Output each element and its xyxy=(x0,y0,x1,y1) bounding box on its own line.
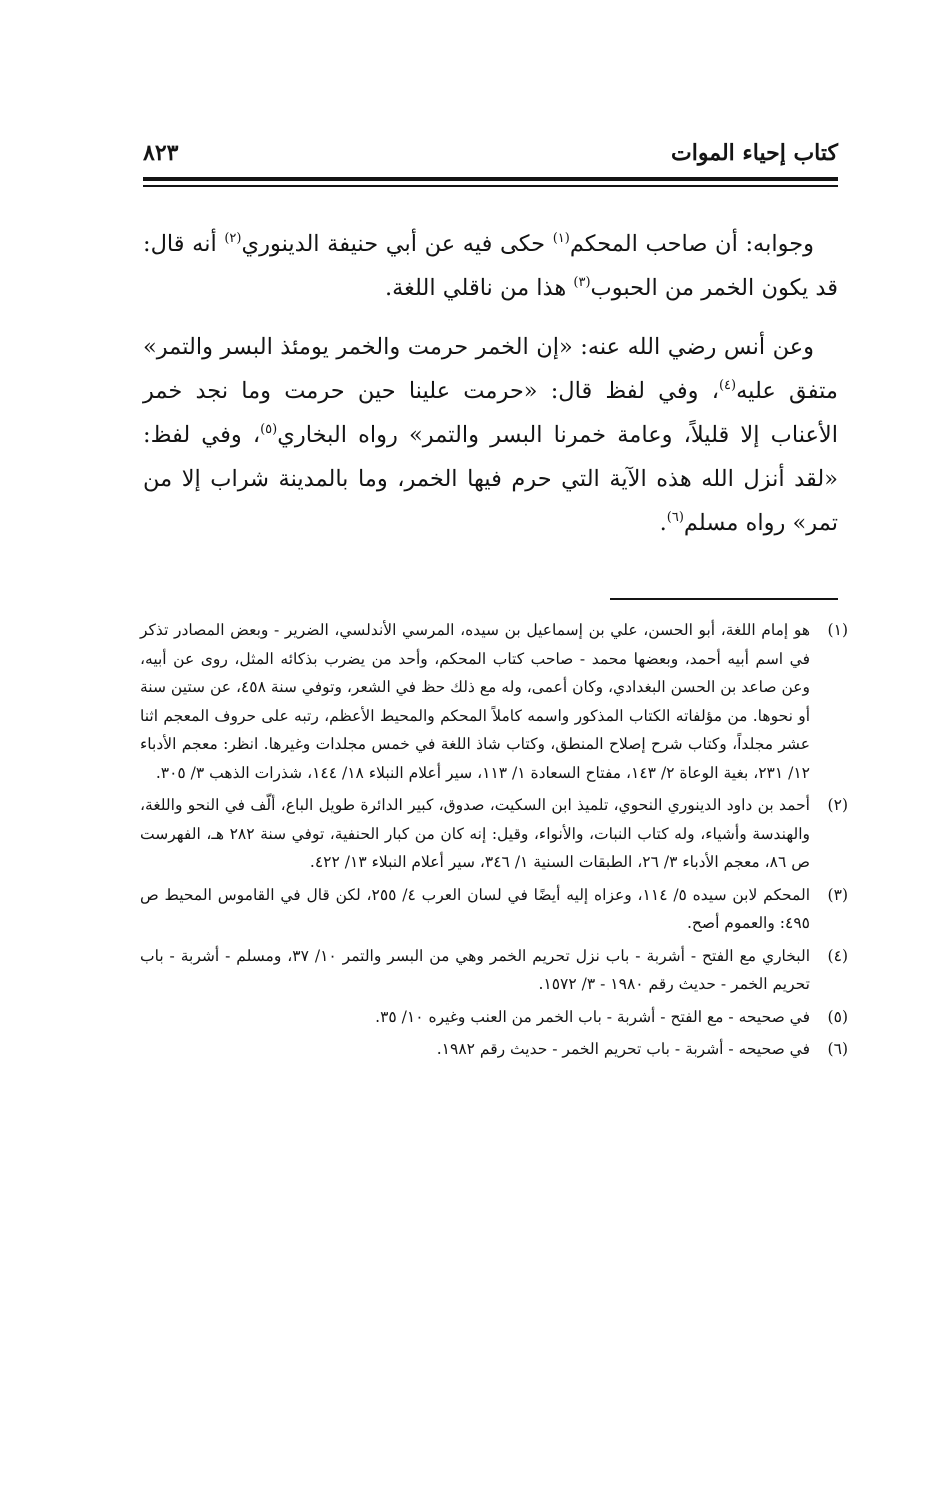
footnote-6 xyxy=(140,1035,848,1064)
paragraph-2-text-1: وعن أنس رضي الله عنه: «إن الخمر حرمت والخمر يومئذ البسر والتمر» متفق عليه xyxy=(143,334,838,404)
footnote-separator xyxy=(610,598,838,600)
footnotes xyxy=(140,616,848,1068)
footnote-number: (٢) xyxy=(827,796,848,814)
running-header xyxy=(143,140,838,176)
footnote-text: المحكم لابن سيده ٥/ ١١٤، وعزاه إليه أيضًا في لسان العرب ٤/ ٢٥٥، لكن قال في القاموس المحيط ص ٤٩٥: والعموم أصح. xyxy=(140,885,810,932)
footnote-ref-2: (٢) xyxy=(224,231,242,246)
main-text xyxy=(143,222,838,545)
paragraph-1-text-1: وجوابه: أن صاحب المحكم xyxy=(569,231,814,257)
footnote-text: في صحيحه - أشربة - باب تحريم الخمر - حديث رقم ١٩٨٢. xyxy=(436,1040,810,1058)
paragraph-2-text-3: ، وفي لفظ: «لقد أنزل الله هذه الآية التي حرم فيها الخمر، وما بالمدينة شراب إلا من تمر» رواه مسلم xyxy=(143,422,838,536)
footnote-text: البخاري مع الفتح - أشربة - باب نزل تحريم الخمر وهي من البسر والتمر ١٠/ ٣٧، ومسلم - أشربة - باب تحريم الخمر - حديث رقم ١٩٨٠ - ٣/ ١٥٧٢. xyxy=(140,946,810,993)
footnote-ref-3: (٣) xyxy=(573,275,591,290)
footnote-1 xyxy=(140,616,848,787)
footnote-4 xyxy=(140,942,848,999)
footnote-text: في صحيحه - مع الفتح - أشربة - باب الخمر من العنب وغيره ١٠/ ٣٥. xyxy=(375,1007,810,1026)
header-rule-thick xyxy=(143,177,838,181)
paragraph-1-text-3: أنه قال: قد يكون الخمر من الحبوب xyxy=(143,231,838,301)
footnote-2 xyxy=(140,791,848,877)
paragraph-2-text-2: ، وفي لفظ قال: «حرمت علينا حين حرمت وما نجد خمر الأعناب إلا قليلاً، وعامة خمرنا البسر والتمر» رواه البخاري xyxy=(143,378,838,448)
footnote-number: (٣) xyxy=(827,885,848,904)
paragraph-1-text-2: حكى فيه عن أبي حنيفة الدينوري xyxy=(241,231,553,257)
footnote-text: هو إمام اللغة، أبو الحسن، علي بن إسماعيل بن سيده، المرسي الأندلسي، الضرير - وبعض المصادر تذكر في اسم أبيه أحمد، وبعضها محمد - صاحب كتاب المحكم، وأحد من يضرب بذكائه المثل، روى عن أبيه، وعن صاعد بن الحسن البغدادي، وكان أعمى، وله مع ذلك حظ في الشعر، وتوفي سنة ٤٥٨، عن ستين سنة أو نحوها. من مؤلفاته الكتاب المذكور واسمه كاملاً المحكم والمحيط الأعظم، رتبه على حروف المعجم اثنا عشر مجلداً، وكتاب شرح إصلاح المنطق، وكتاب شاذ اللغة في خمس مجلدات وغيرها. انظر: معجم الأدباء ١٢/ ٢٣١، بغية الوعاة ٢/ ١٤٣، مفتاح السعادة ١/ ١١٣، سير أعلام النبلاء ١٨/ ١٤٤، شذرات الذهب ٣/ ٣٠٥. xyxy=(140,621,810,782)
footnote-number: (١) xyxy=(827,621,848,639)
chapter-title: كتاب إحياء الموات xyxy=(671,140,838,166)
footnote-ref-5: (٥) xyxy=(260,422,278,437)
footnote-ref-6: (٦) xyxy=(666,510,684,525)
footnote-number: (٥) xyxy=(827,1007,848,1026)
header-rule-thin xyxy=(143,185,838,187)
footnote-text: أحمد بن داود الدينوري النحوي، تلميذ ابن السكيت، صدوق، كبير الدائرة طويل الباع، ألّف في النحو واللغة، والهندسة وأشياء، وله كتاب النبات، والأنواء، وقيل: إنه كان من كبار الحنفية، توفي سنة ٢٨٢ هـ، الفهرست ص ٨٦، معجم الأدباء ٣/ ٢٦، الطبقات السنية ١/ ٣٤٦، سير أعلام النبلاء ١٣/ ٤٢٢. xyxy=(140,796,810,871)
footnote-5 xyxy=(140,1003,848,1032)
paragraph-2 xyxy=(143,325,838,545)
footnote-number: (٤) xyxy=(827,946,848,965)
footnote-ref-1: (١) xyxy=(552,231,570,246)
footnote-number: (٦) xyxy=(827,1040,848,1058)
paragraph-2-text-4: . xyxy=(659,510,667,536)
page-number: ٨٢٣ xyxy=(143,140,179,166)
paragraph-1-text-4: هذا من ناقلي اللغة. xyxy=(384,275,574,301)
paragraph-1 xyxy=(143,222,838,310)
footnote-ref-4: (٤) xyxy=(718,378,737,393)
footnote-3 xyxy=(140,881,848,938)
